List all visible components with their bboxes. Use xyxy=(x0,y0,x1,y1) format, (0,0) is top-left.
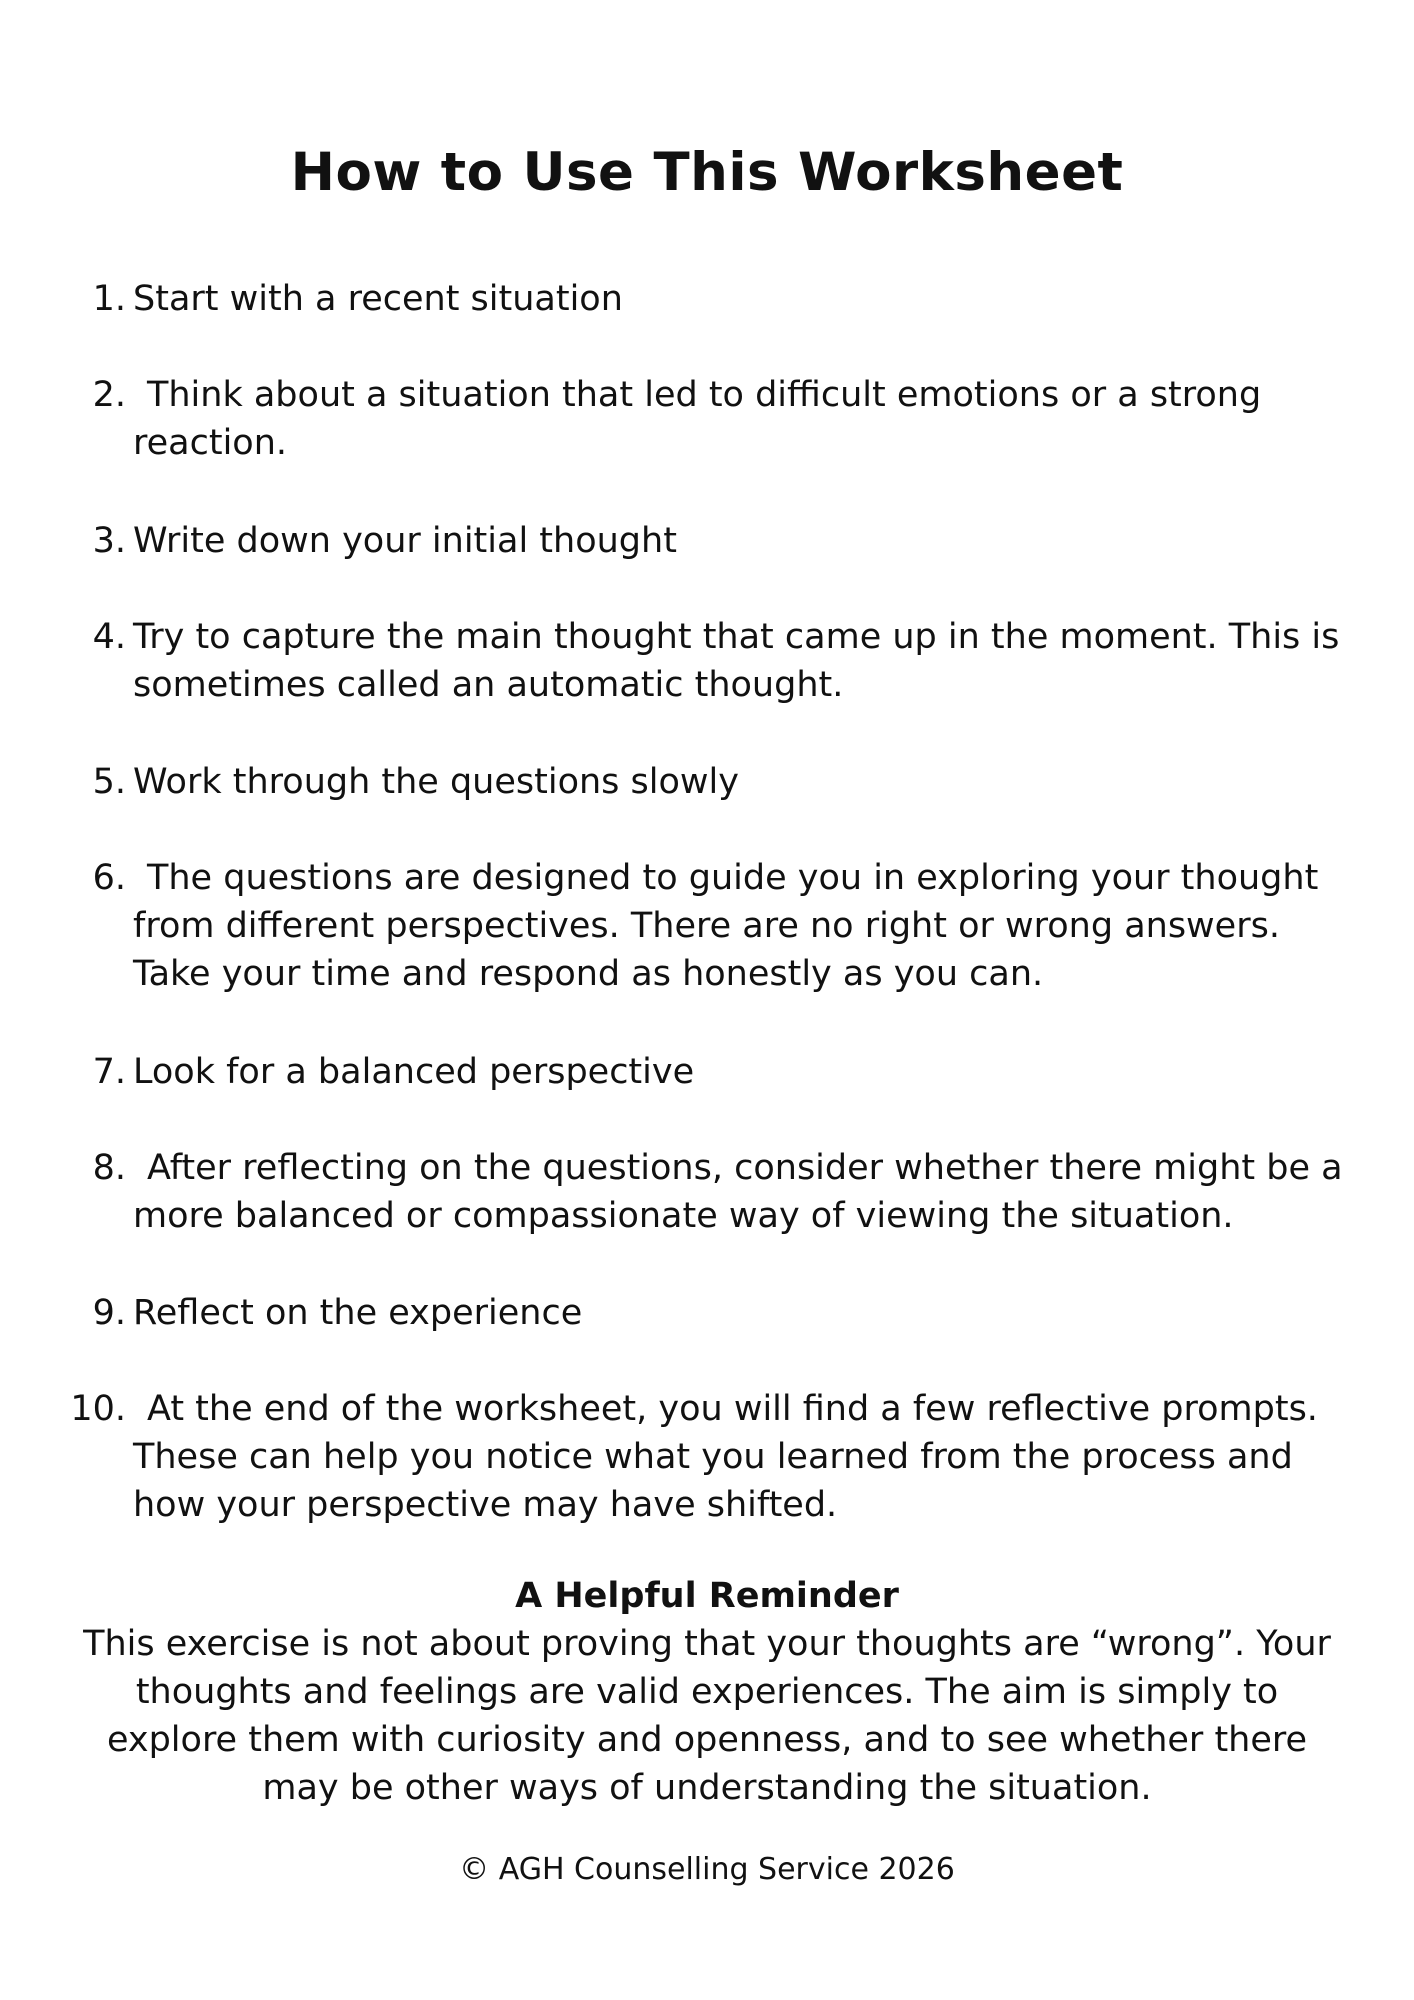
reminder-heading: A Helpful Reminder xyxy=(515,1576,899,1616)
list-item-text: Try to capture the main thought that came up in the moment. This is sometimes called an automatic thought. xyxy=(133,617,1340,705)
copyright-footer: © AGH Counselling Service 2026 xyxy=(459,1852,955,1887)
reminder-body: This exercise is not about proving that your thoughts are “wrong”. Your thoughts and feelings are valid experiences. The aim is simply to explore them with curiosity and openness, and to see whether there may be other ways of understanding the situation. xyxy=(83,1624,1331,1808)
list-item-text: After reflecting on the questions, consider whether there might be a more balanced or compassionate way of viewing the situation. xyxy=(133,1148,1343,1236)
list-item-number: 9. xyxy=(92,1293,126,1333)
list-item-text: At the end of the worksheet, you will find a few reflective prompts. These can help you notice what you learned from the process and how your perspective may have shifted. xyxy=(133,1389,1318,1525)
list-item-text: Look for a balanced perspective xyxy=(133,1052,695,1092)
page-title: How to Use This Worksheet xyxy=(290,142,1124,203)
list-item-text: Reflect on the experience xyxy=(133,1293,583,1333)
list-item-text: Write down your initial thought xyxy=(133,521,677,561)
list-item-number: 4. xyxy=(92,617,126,657)
list-item-number: 5. xyxy=(92,762,126,802)
list-item-number: 6. xyxy=(92,858,126,898)
list-item-text: Work through the questions slowly xyxy=(133,762,739,802)
list-item-number: 3. xyxy=(92,521,126,561)
list-item-number: 1. xyxy=(92,279,126,319)
list-item-text: Start with a recent situation xyxy=(133,279,623,319)
list-item-number: 10. xyxy=(70,1389,126,1429)
list-item-number: 7. xyxy=(92,1052,126,1092)
list-item-text: Think about a situation that led to difficult emotions or a strong reaction. xyxy=(133,375,1262,463)
list-item-number: 8. xyxy=(92,1148,126,1188)
list-item-text: The questions are designed to guide you in exploring your thought from different perspectives. There are no right or wrong answers. Take your time and respond as honestly as you can. xyxy=(133,858,1319,994)
list-item-number: 2. xyxy=(92,375,126,415)
